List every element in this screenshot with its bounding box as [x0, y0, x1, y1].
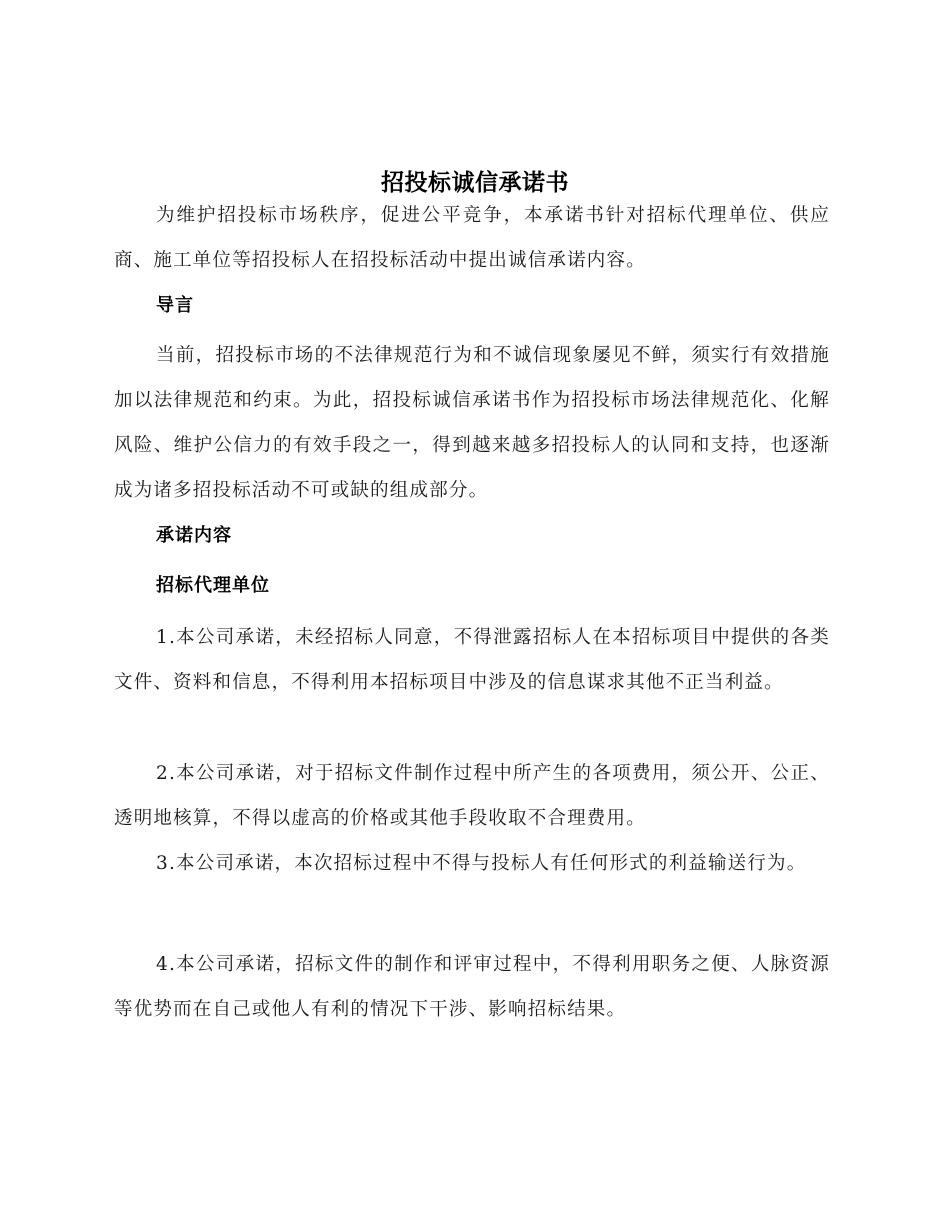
section-heading-commitments: 承诺内容: [156, 525, 232, 546]
preface-paragraph: 当前，招投标市场的不法律规范行为和不诚信现象屡见不鲜，须实行有效措施加以法律规范和约束。为此，招投标诚信承诺书作为招投标市场法律规范化、化解风险、维护公信力的有效手段之一，得到越来越多招投标人的认同和支持，也逐渐成为诸多招投标活动不可或缺的组成部分。: [114, 345, 830, 501]
intro-paragraph: 为维护招投标市场秩序，促进公平竞争，本承诺书针对招标代理单位、供应商、施工单位等招投标人在招投标活动中提出诚信承诺内容。: [114, 205, 830, 271]
commitment-item-1: 1.本公司承诺，未经招标人同意，不得泄露招标人在本招标项目中提供的各类文件、资料和信息，不得利用本招标项目中涉及的信息谋求其他不正当利益。: [114, 627, 830, 693]
commitment-item-3: 3.本公司承诺，本次招标过程中不得与投标人有任何形式的利益输送行为。: [156, 853, 807, 874]
commitment-item-4: 4.本公司承诺，招标文件的制作和评审过程中，不得利用职务之便、人脉资源等优势而在自己或他人有利的情况下干涉、影响招标结果。: [114, 954, 830, 1020]
subsection-heading-agency: 招标代理单位: [156, 575, 270, 596]
document-title: 招投标诚信承诺书: [381, 170, 569, 197]
section-heading-preface: 导言: [156, 295, 194, 316]
commitment-item-2: 2.本公司承诺，对于招标文件制作过程中所产生的各项费用，须公开、公正、透明地核算，不得以虚高的价格或其他手段收取不合理费用。: [114, 763, 830, 829]
